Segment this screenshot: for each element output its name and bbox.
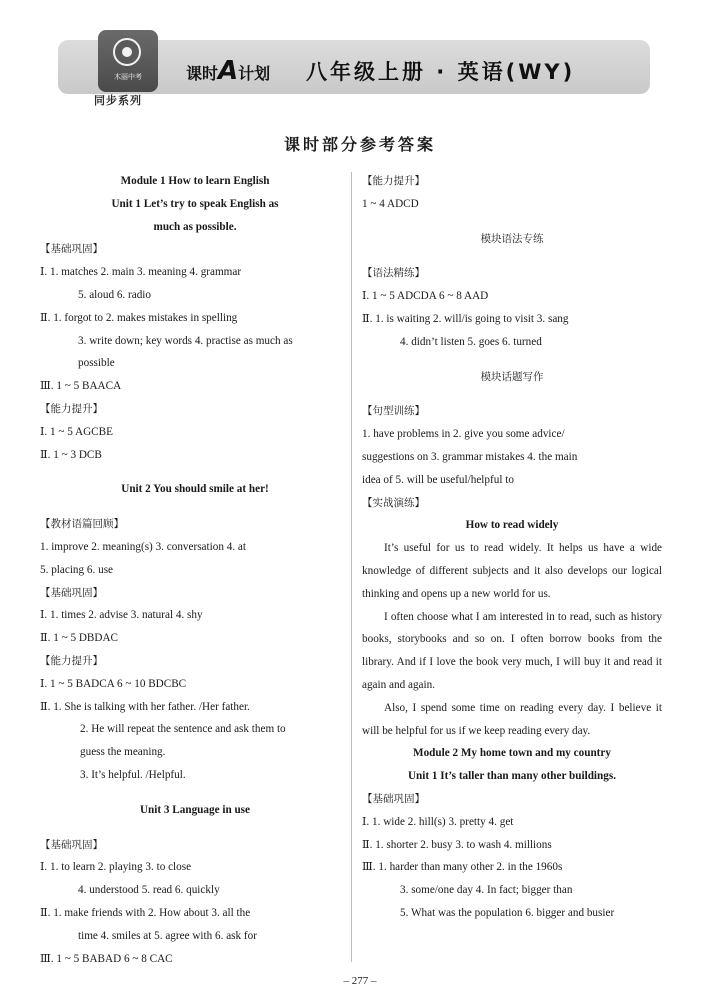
answer-line: 5. What was the population 6. bigger and busier	[400, 906, 615, 919]
unit-heading: Unit 2 You should smile at her!	[121, 483, 269, 496]
column-divider	[351, 172, 352, 962]
spacer	[362, 216, 662, 228]
answer-line: guess the meaning.	[80, 746, 166, 759]
spacer	[362, 354, 662, 366]
answer-line: 4. didn’t listen 5. goes 6. turned	[400, 335, 542, 348]
answer-line: Ⅰ. 1. times 2. advise 3. natural 4. shy	[40, 609, 203, 622]
topic-heading: 模块话题写作	[480, 370, 544, 383]
brand-prefix: 课时	[186, 64, 219, 83]
section-heading: 【基础巩固】	[40, 243, 103, 256]
brand-letter: A	[218, 56, 239, 86]
answer-line: 5. aloud 6. radio	[78, 288, 152, 301]
publisher-logo	[98, 30, 158, 92]
unit-heading: Unit 1 Let’s try to speak English as	[111, 197, 279, 210]
answer-line: Ⅰ. 1. to learn 2. playing 3. to close	[40, 861, 192, 874]
spacer	[40, 466, 350, 478]
unit-heading: Module 1 How to learn English	[120, 175, 270, 187]
brand-name	[186, 56, 270, 86]
right-column-bottom	[362, 742, 662, 924]
section-heading: 【能力提升】	[362, 175, 425, 187]
section-heading: 【基础巩固】	[40, 586, 103, 599]
section-heading: 【基础巩固】	[362, 792, 425, 805]
spacer	[362, 388, 662, 400]
section-heading: 【能力提升】	[40, 402, 103, 415]
answer-line: Ⅰ. 1 ~ 5 BADCA 6 ~ 10 BDCBC	[40, 677, 187, 690]
topic-heading: 模块语法专练	[480, 232, 544, 245]
essay-paragraph: I often choose what I am interested in to read, such as history books, storybooks and so on. I often borrow books from the library. And if I love the book very much, I will buy it and read it again and again.	[362, 610, 662, 691]
answer-line: Ⅱ. 1. is waiting 2. will/is going to visit 3. sang	[362, 312, 569, 325]
answer-line: Ⅱ. 1. forgot to 2. makes mistakes in spelling	[40, 311, 238, 324]
section-heading: 【句型训练】	[362, 405, 425, 418]
unit-heading: much as possible.	[153, 220, 237, 233]
book-title: 八年级上册 · 英语(WY)	[306, 60, 576, 84]
left-column	[40, 170, 350, 970]
answer-line: 2. He will repeat the sentence and ask them to	[80, 723, 286, 736]
answer-line: Ⅰ. 1 ~ 5 ADCDA 6 ~ 8 AAD	[362, 290, 489, 303]
answer-line: Ⅱ. 1. make friends with 2. How about 3. all the	[40, 906, 251, 919]
answer-line: 1 ~ 4 ADCD	[362, 197, 419, 210]
section-title: 课时部分参考答案	[283, 135, 436, 154]
answer-line: Ⅱ. 1. shorter 2. busy 3. to wash 4. millions	[362, 838, 552, 851]
right-column	[362, 170, 662, 925]
answer-line: possible	[78, 357, 115, 370]
answer-line: 4. understood 5. read 6. quickly	[78, 884, 220, 897]
essay	[362, 537, 662, 742]
brand-suffix: 计划	[238, 64, 271, 83]
section-heading: 【实战演练】	[362, 496, 425, 509]
unit-heading: Unit 1 It’s taller than many other buildings.	[407, 770, 617, 783]
answer-line: Ⅲ. 1 ~ 5 BABAD 6 ~ 8 CAC	[40, 952, 173, 965]
spacer	[40, 822, 350, 834]
answer-line: Ⅰ. 1 ~ 5 AGCBE	[40, 425, 113, 438]
answer-line: Ⅱ. 1 ~ 5 DBDAC	[40, 632, 118, 645]
answer-line: suggestions on 3. grammar mistakes 4. the main	[362, 450, 578, 463]
section-heading: 【语法精练】	[362, 267, 425, 280]
spacer	[362, 250, 662, 262]
answer-line: time 4. smiles at 5. agree with 6. ask for	[78, 929, 257, 942]
right-column-top	[362, 170, 662, 537]
spacer	[40, 501, 350, 513]
spacer	[40, 787, 350, 799]
answer-line: Ⅲ. 1 ~ 5 BAACA	[40, 380, 122, 393]
answer-line: 5. placing 6. use	[40, 563, 114, 576]
logo-emblem-icon	[113, 38, 141, 66]
essay-paragraph: It’s useful for us to read widely. It helps us have a wide knowledge of different subjects and it also develops our logical thinking and opens up a new world for us.	[362, 542, 662, 600]
section-heading: 【能力提升】	[40, 654, 103, 667]
unit-heading: Unit 3 Language in use	[139, 803, 251, 816]
section-heading: 【基础巩固】	[40, 838, 103, 851]
unit-heading: How to read widely	[465, 519, 559, 532]
answer-line: Ⅱ. 1 ~ 3 DCB	[40, 448, 102, 461]
answer-line: Ⅱ. 1. She is talking with her father. /Her father.	[40, 700, 250, 713]
answer-line: 3. write down; key words 4. practise as much as	[78, 334, 293, 347]
logo-text: 木丽中考	[114, 73, 142, 81]
page-number: – 277 –	[343, 975, 377, 987]
answer-line: 3. It’s helpful. /Helpful.	[80, 768, 186, 781]
header-banner	[58, 26, 650, 107]
answer-line: Ⅰ. 1. wide 2. hill(s) 3. pretty 4. get	[362, 815, 514, 828]
answer-line: 1. have problems in 2. give you some advice/	[362, 428, 565, 441]
answer-line: idea of 5. will be useful/helpful to	[362, 473, 514, 486]
essay-paragraph: Also, I spend some time on reading every day. I believe it will be helpful for us if we keep reading every day.	[362, 701, 662, 737]
answer-line: 1. improve 2. meaning(s) 3. conversation 4. at	[40, 540, 246, 553]
answer-line: Ⅲ. 1. harder than many other 2. in the 1960s	[362, 861, 563, 874]
answer-line: 3. some/one day 4. In fact; bigger than	[400, 884, 573, 897]
unit-heading: Module 2 My home town and my country	[413, 747, 611, 760]
section-heading: 【教材语篇回顾】	[40, 518, 124, 531]
answer-line: Ⅰ. 1. matches 2. main 3. meaning 4. grammar	[40, 266, 242, 279]
series-label: 同步系列	[94, 94, 142, 107]
